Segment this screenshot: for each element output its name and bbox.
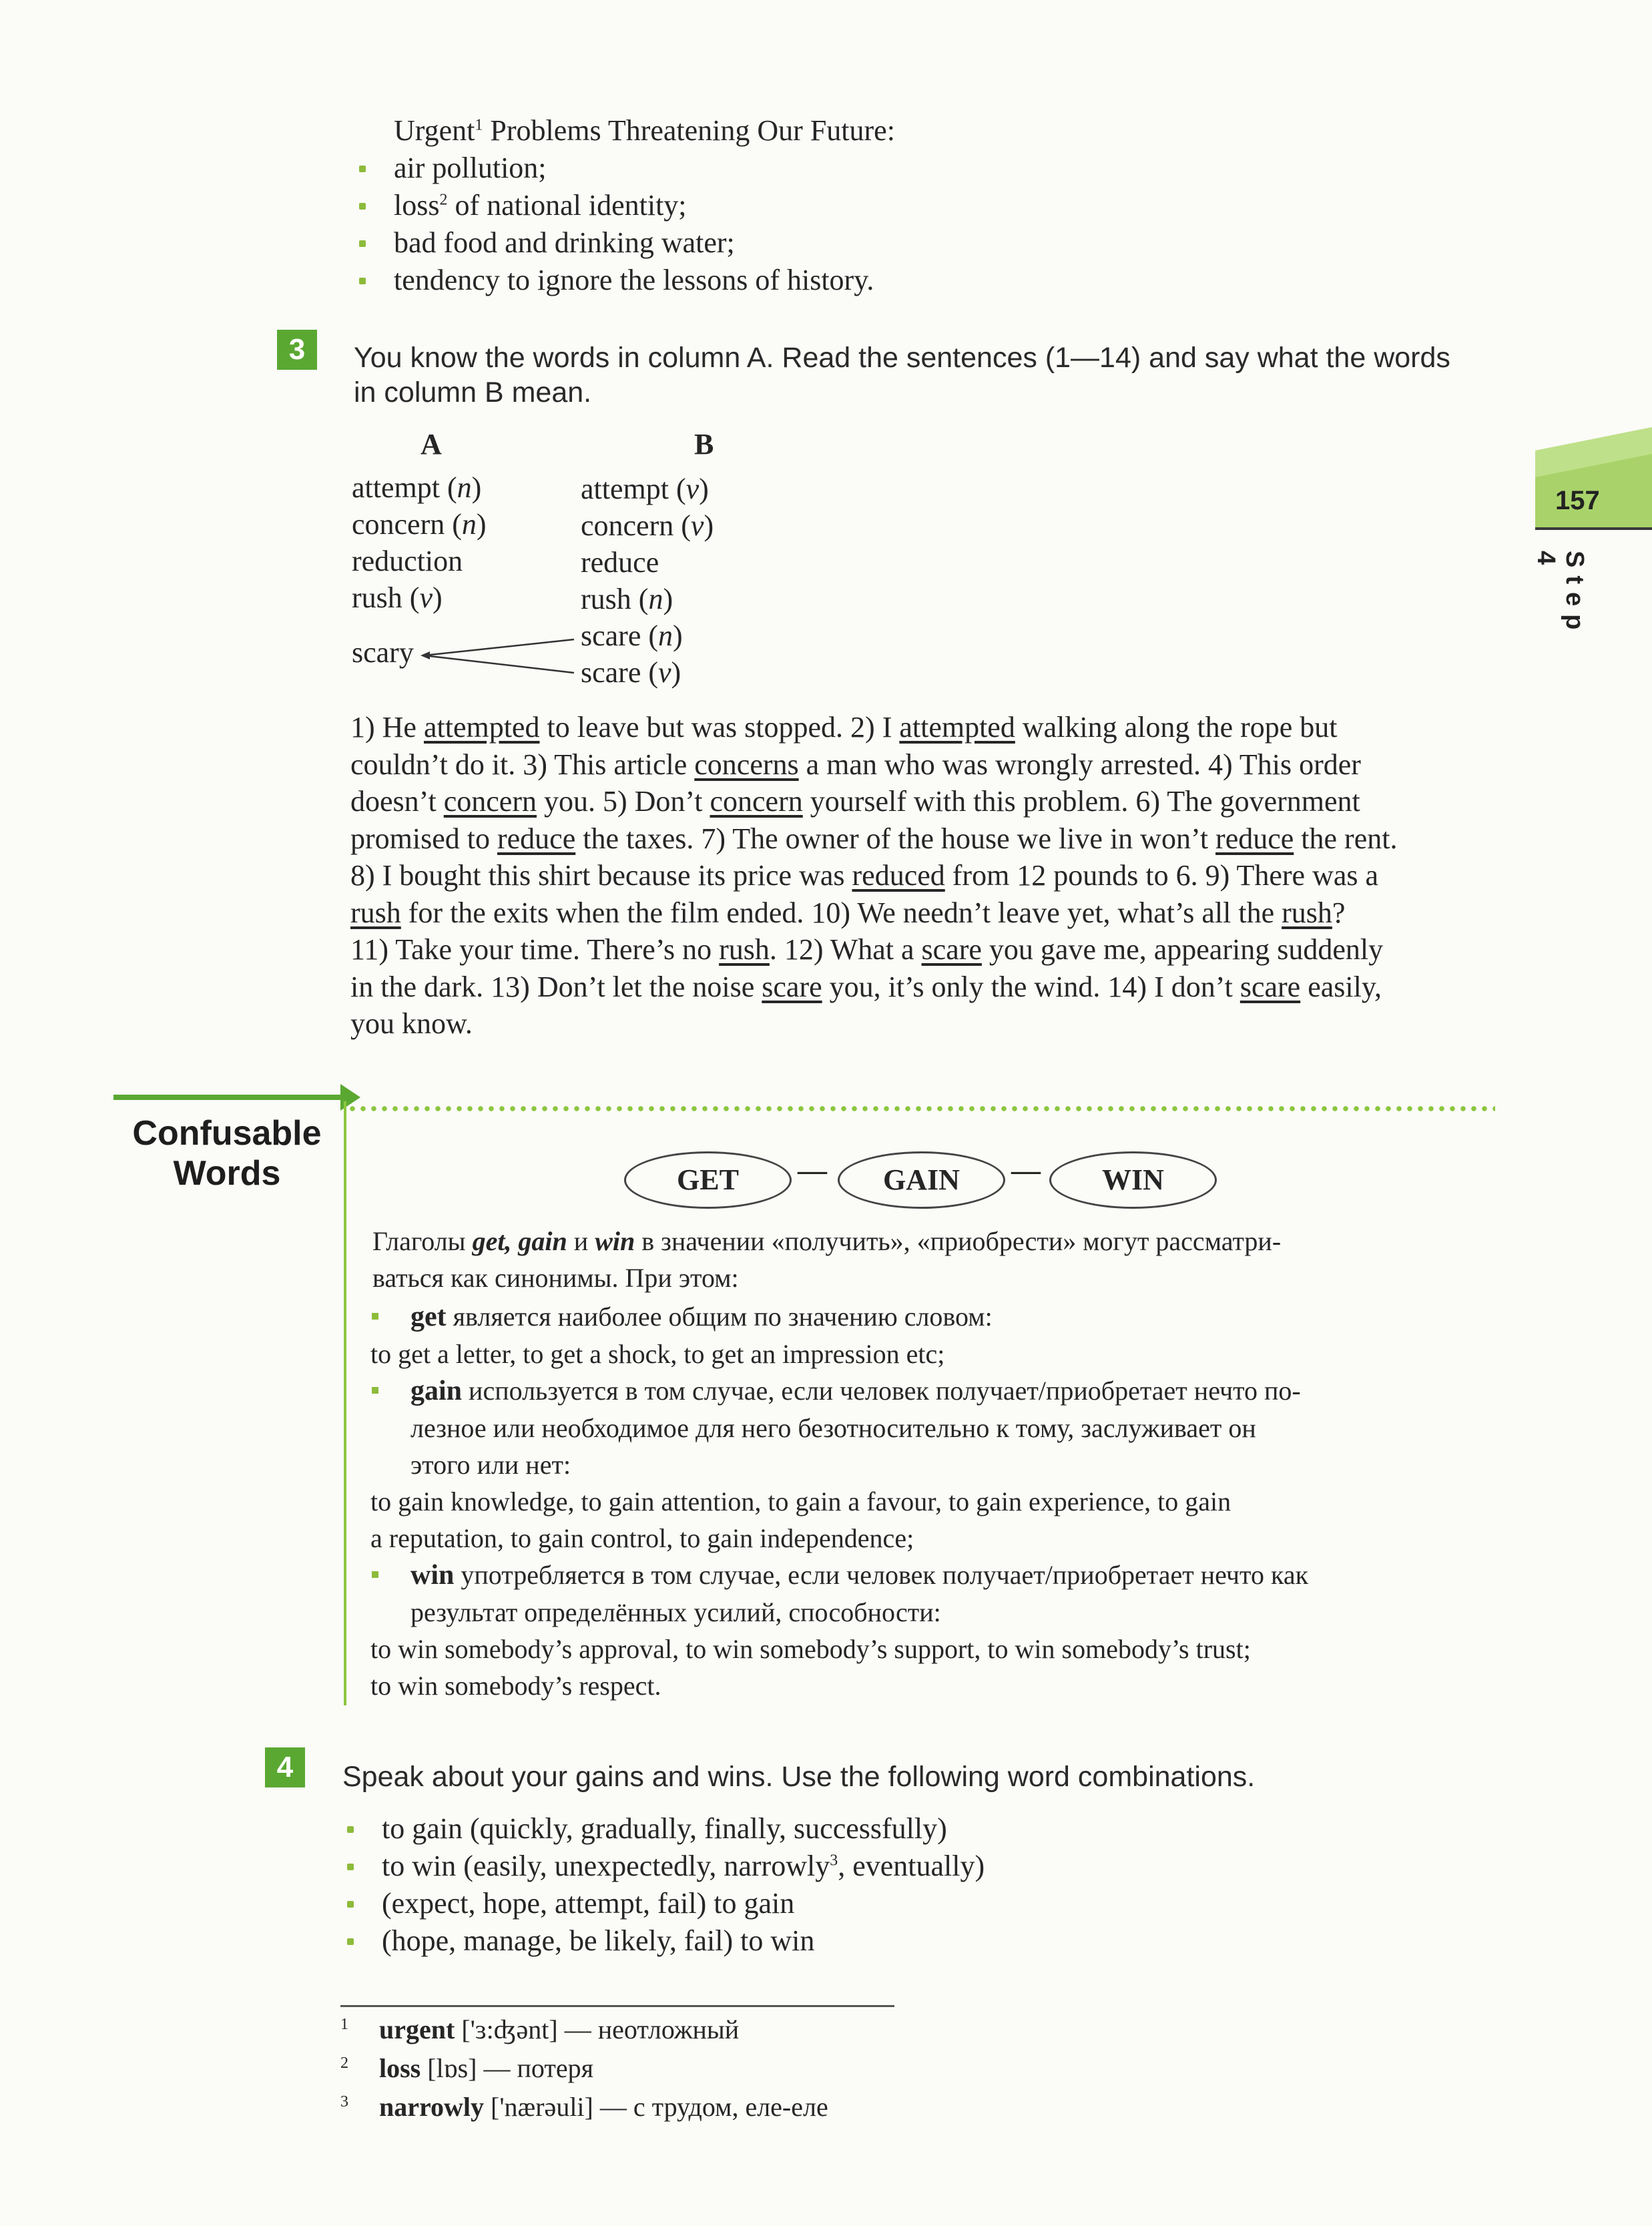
column-b-item: concern (v) — [581, 509, 714, 542]
intro-bullet-list — [354, 150, 874, 299]
confusable-top-rule — [113, 1095, 346, 1100]
side-tab — [1535, 427, 1652, 527]
exercise-3-number: 3 — [277, 330, 317, 370]
footnote: $^3$ narrowly ['nærəuli] — с трудом, еле-еле — [340, 2092, 828, 2122]
confusable-label: Confusable Words — [132, 1114, 322, 1193]
get-explanation: get является наиболее общим по значению словом: to get a letter, to get a shock, to get an impression etc; gain используется в том случае, если человек получает/приобретает нечто по- лезное или необходимое для него безотносительно к тому, заслуживает он этого или нет: to gain knowledge, to gain attention, to gain a favour, to gain experience, to gain a reputation, to gain control, to gain independence; win употребляется в том случае, если человек получает/приобретает нечто как результат определённых усилий, способности: to win somebody’s approval, to win somebody’s support, to win somebody’s trust; to win somebody’s respect. — [370, 1302, 1309, 1701]
exercise-4-instruction: Speak about your gains and wins. Use the following word combinations. — [342, 1761, 1256, 1793]
text-line: 8) I bought this shirt because its price was reduced from 12 pounds to 6. 9) There was a — [350, 859, 1379, 892]
text-line: promised to reduce the taxes. 7) The owner of the house we live in won’t reduce the rent. — [350, 822, 1398, 855]
column-a-head: A — [421, 428, 442, 461]
list-item: tendency to ignore the lessons of history. — [354, 262, 874, 299]
exercise-4-list — [342, 1810, 985, 1960]
column-b-head: B — [694, 428, 714, 461]
list-item: to gain (quickly, gradually, finally, successfully) — [342, 1810, 985, 1848]
column-b-item: scare (n) — [581, 619, 683, 652]
column-b-item: scare (v) — [581, 656, 681, 689]
column-a-item: attempt (n) — [352, 471, 482, 504]
footnote: $^2$ loss [lɒs] — потеря — [340, 2053, 593, 2083]
text-line: couldn’t do it. 3) This article concerns a man who was wrongly arrested. 4) This order — [350, 748, 1361, 781]
text-line: you know. — [350, 1007, 473, 1040]
dotted-divider — [347, 1105, 1495, 1113]
list-item: to win (easily, unexpectedly, narrowly$^3$, eventually) — [342, 1848, 985, 1885]
column-b-item: reduce — [581, 546, 659, 579]
text-line: rush for the exits when the film ended. 10) We needn’t leave yet, what’s all the rush? — [350, 896, 1346, 929]
column-a-item: reduction — [352, 545, 463, 577]
side-tab-rule — [1535, 527, 1652, 530]
column-a-item: rush (v) — [352, 581, 443, 614]
text-line: 1) He attempted to leave but was stopped. 2) I attempted walking along the rope but — [350, 711, 1338, 744]
text-line: ваться как синонимы. При этом: — [372, 1263, 739, 1293]
text-line: Глаголы get, gain и win в значении «получить», «приобрести» могут рассматри- — [372, 1226, 1282, 1256]
column-b-item: rush (n) — [581, 583, 673, 615]
text-line: doesn’t concern you. 5) Don’t concern yourself with this problem. 6) The government — [350, 785, 1360, 818]
exercise-3-instruction: You know the words in column A. Read the sentences (1—14) and say what the words in column B mean. — [354, 342, 1450, 408]
column-b — [581, 471, 714, 691]
list-item: air pollution; — [354, 150, 874, 187]
footnote: $^1$ urgent ['ɜ:ʤənt] — неотложный — [340, 2014, 740, 2044]
text-line: 11) Take your time. There’s no rush. 12) What a scare you gave me, appearing suddenly — [350, 933, 1384, 966]
bullet-icon — [372, 1571, 378, 1578]
exercise-4-number: 4 — [265, 1747, 305, 1787]
step-label: Step 4 — [1532, 551, 1589, 638]
confusable-intro — [372, 1223, 1467, 1296]
exercise-3-sentences — [350, 709, 1495, 1043]
column-a-item: concern (n) — [352, 508, 487, 541]
intro-title: Urgent$^1$ Problems Threatening Our Future: — [394, 114, 895, 147]
confusable-left-rule — [344, 1101, 346, 1705]
column-a-item: scary — [352, 636, 414, 669]
footnote-rule — [340, 2005, 894, 2007]
column-a — [352, 469, 487, 616]
list-item: (hope, manage, be likely, fail) to win — [342, 1922, 985, 1960]
list-item: loss$^2$ of national identity; — [354, 187, 874, 224]
word-oval-win: WIN — [1049, 1151, 1217, 1209]
list-item: bad food and drinking water; — [354, 224, 874, 262]
bullet-icon — [372, 1387, 378, 1394]
word-oval-gain: GAIN — [838, 1151, 1005, 1209]
column-b-item: attempt (v) — [581, 473, 709, 505]
word-dash: — — [1011, 1154, 1041, 1187]
list-item: (expect, hope, attempt, fail) to gain — [342, 1885, 985, 1922]
footnotes — [340, 2010, 828, 2127]
page-number: 157 — [1555, 486, 1600, 515]
bullet-icon — [372, 1313, 378, 1320]
word-oval-get: GET — [624, 1151, 792, 1209]
text-line: in the dark. 13) Don’t let the noise scare you, it’s only the wind. 14) I don’t scare easily, — [350, 970, 1382, 1003]
scary-connector-lines — [421, 634, 581, 681]
word-dash: — — [798, 1154, 827, 1187]
